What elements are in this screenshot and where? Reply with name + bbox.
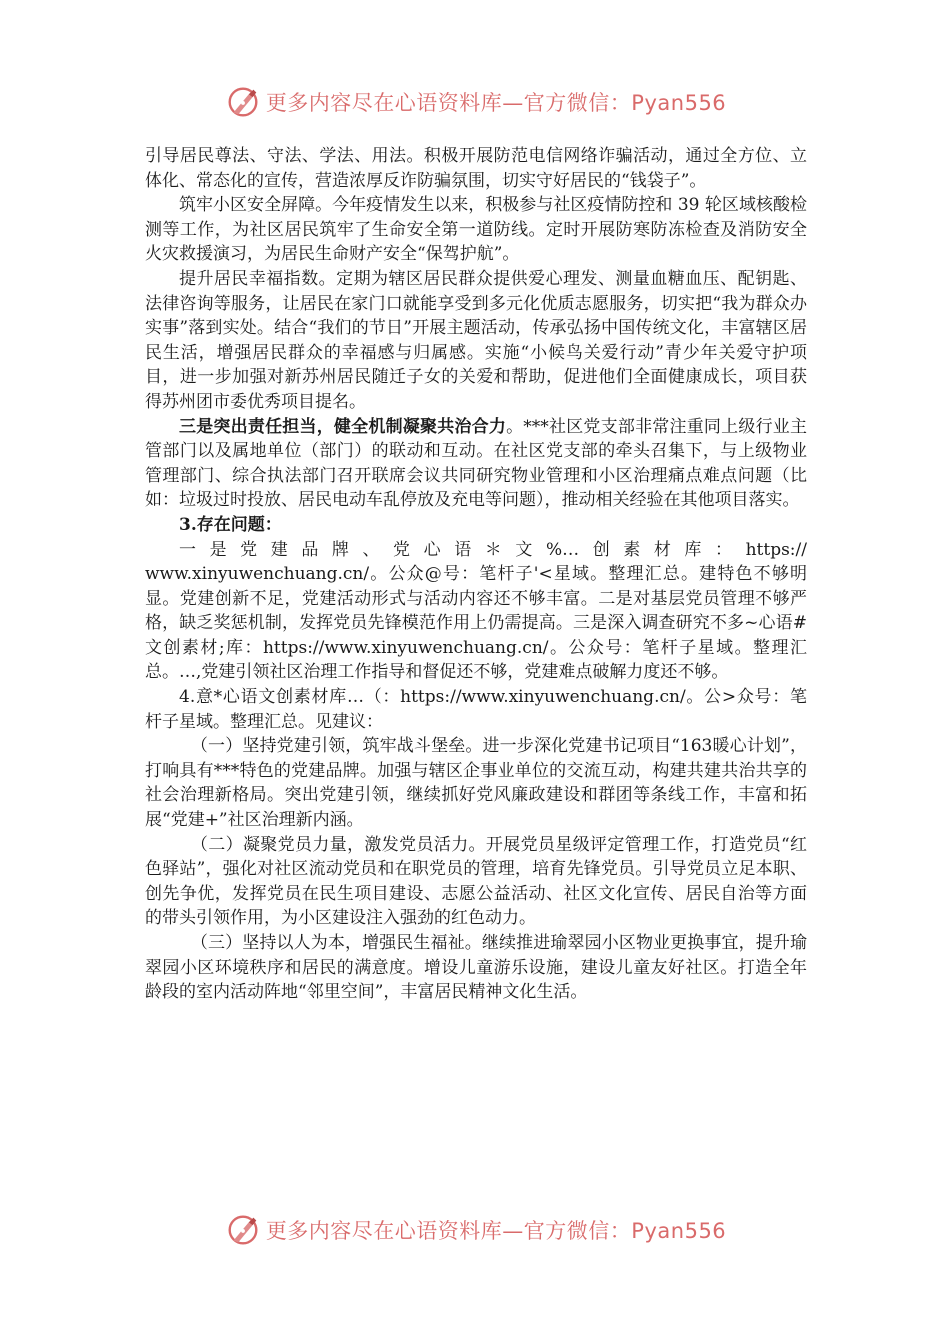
paragraph-legal-publicity: 引导居民尊法、守法、学法、用法。积极开展防范电信网络诈骗活动，通过全方位、立体化、常态化的宣传，营造浓厚反诈防骗氛围，切实守好居民的“钱袋子”。 (145, 146, 807, 191)
responsibility-heading: 三是突出责任担当，健全机制凝聚共治合力 (179, 416, 507, 437)
section-heading-problems: 3.存在问题： (179, 514, 282, 535)
paragraph-suggestion-3: （三）坚持以人为本，增强民生福祉。继续推进瑜翠园小区物业更换事宜，提升瑜翠园小区环境秩序和居民的满意度。增设儿童游乐设施，建设儿童友好社区。打造全年龄段的室内活动阵地“邻里空间”，丰富居民精神文化生活。 (145, 933, 807, 1003)
pen-nib-logo-icon (224, 83, 262, 121)
footer-banner-text: 更多内容尽在心语资料库—官方微信：Pyan556 (265, 1219, 727, 1243)
paragraph-suggestions-heading: 4.意*心语文创素材库…（：https://www.xinyuwenchuang.cn/。公>众号：笔杆子星域。整理汇总。见建议： (145, 687, 807, 732)
header-banner (0, 82, 950, 122)
paragraph-resident-happiness: 提升居民幸福指数。定期为辖区居民群众提供爱心理发、测量血糖血压、配钥匙、法律咨询等服务，让居民在家门口就能享受到多元化优质志愿服务，切实把“我为群众办实事”落到实处。结合“我们的节日”开展主题活动，传承弘扬中国传统文化，丰富辖区居民生活，增强居民群众的幸福感与归属感。实施“小候鸟关爱行动”青少年关爱守护项目，进一步加强对新苏州居民随迁子女的关爱和帮助，促进他们全面健康成长，项目获得苏州团市委优秀项目提名。 (145, 268, 807, 412)
footer-banner (0, 1210, 950, 1250)
paragraph-problems-first-line: 一是党建品牌、党心语＊文%…创素材库：https:// (179, 539, 807, 560)
pen-nib-logo-icon (224, 1211, 262, 1249)
paragraph-problems: www.xinyuwenchuang.cn/。公众@号：笔杆子'<星域。整理汇总。建特色不够明显。党建创新不足，党建活动形式与活动内容还不够丰富。二是对基层党员管理不够严格，缺乏奖惩机制，发挥党员先锋模范作用上仍需提高。三是深入调查研究不多~心语#文创素材;库：https://www.xinyuwenchuang.cn/。公众号：笔杆子星域。整理汇总。…,党建引领社区治理工作指导和督促还不够，党建难点破解力度还不够。 (145, 564, 807, 683)
document-body (145, 144, 807, 1005)
responsibility-text: 。***社区党支部非常注重同上级行业主管部门以及属地单位（部门）的联动和互动。在社区党支部的牵头召集下，与上级物业管理部门、综合执法部门召开联席会议共同研究物业管理和小区治理痛点难点问题（比如：垃圾过时投放、居民电动车乱停放及充电等问题），推动相关经验在其他项目落实。 (145, 416, 808, 511)
paragraph-suggestion-2: （二）凝聚党员力量，激发党员活力。开展党员星级评定管理工作，打造党员“红色驿站”，强化对社区流动党员和在职党员的管理，培育先锋党员。引导党员立足本职、创先争优，发挥党员在民生项目建设、志愿公益活动、社区文化宣传、居民自治等方面的带头引领作用，为小区建设注入强劲的红色动力。 (145, 834, 807, 929)
paragraph-community-safety: 筑牢小区安全屏障。今年疫情发生以来，积极参与社区疫情防控和 39 轮区域核酸检测等工作，为社区居民筑牢了生命安全第一道防线。定时开展防寒防冻检查及消防安全火灾救援演习，为居民生命财产安全“保驾护航”。 (145, 195, 807, 265)
paragraph-responsibility (145, 415, 807, 513)
paragraph-suggestion-1: （一）坚持党建引领，筑牢战斗堡垒。进一步深化党建书记项目“163暖心计划”，打响具有***特色的党建品牌。加强与辖区企事业单位的交流互动，构建共建共治共享的社会治理新格局。突出党建引领，继续抓好党风廉政建设和群团等条线工作，丰富和拓展“党建+”社区治理新内涵。 (145, 736, 807, 831)
header-banner-text: 更多内容尽在心语资料库—官方微信：Pyan556 (265, 91, 727, 115)
